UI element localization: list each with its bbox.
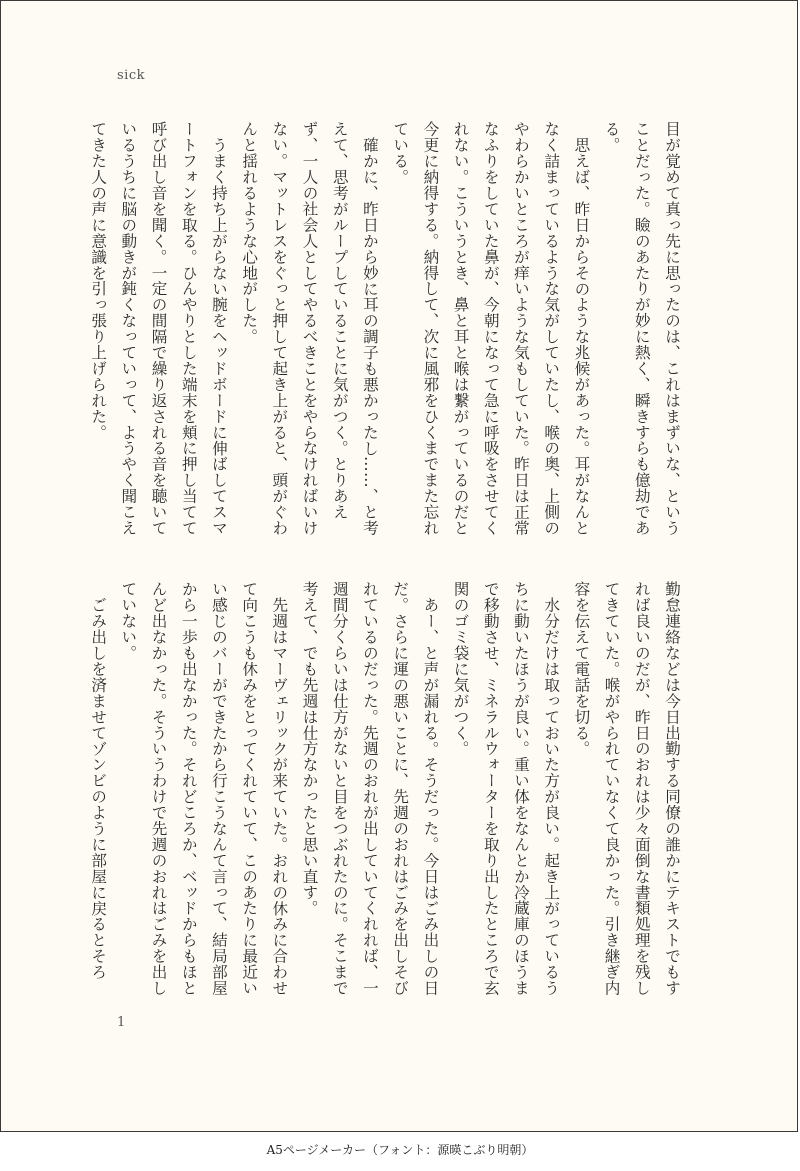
page-number: 1 (117, 1015, 126, 1030)
upper-text-block (83, 121, 687, 541)
paragraph: 水分だけは取っておいた方が良い。起き上がっているうちに動いたほうが良い。重い体をなんとか冷蔵庫のほうまで移動させ、ミネラルウォーターを取り出したところで玄関のゴミ袋に気がつく。 (451, 581, 561, 996)
paragraph: ごみ出しを済ませてゾンビのように部屋に戻るとそろ (89, 596, 108, 980)
running-title: sick (117, 68, 145, 83)
paragraph: 確かに、昨日から妙に耳の調子も悪かったし……、と考えて、思考がループしていることに気がつく。とりあえず、一人の社会人としてやるべきことをやらなければいけない。マットレスをぐっと押して起き上がると、頭がぐわんと揺れるような心地がした。 (240, 121, 379, 536)
paragraph: うまく持ち上がらない腕をヘッドボードに伸ばしてスマートフォンを取る。ひんやりとした端末を頬に押し当てて呼び出し音を聞く。一定の間隔で繰り返される音を聴いているうちに脳の動きが鈍くなっていって、ようやく聞こえてきた人の声に意識を引っ張り上げられた。 (89, 121, 228, 536)
lower-text-block (83, 581, 687, 1001)
paragraph: 先週はマーヴェリックが来ていた。おれの休みに合わせて向こうも休みをとってくれていて、このあたりに最近いい感じのバーができたから行こうなんて言って、結局部屋から一歩も出なかった。それどころか、ベッドからもほとんど出なかった。そういうわけで先週のおれはごみを出していない。 (119, 581, 289, 996)
paragraph: 勤怠連絡などは今日出勤する同僚の誰かにテキストでもすれば良いのだが、昨日のおれは少々面倒な書類処理を残してきていた。喉がやられていなくて良かった。引き継ぎ内容を伝えて電話を切る。 (572, 581, 681, 996)
paragraph: 目が覚めて真っ先に思ったのは、これはまずいな、ということだった。瞼のあたりが妙に熱く、瞬きすらも億劫である。 (602, 121, 681, 536)
paragraph: あー、と声が漏れる。そうだった。今日はごみ出しの日だ。さらに運の悪いことに、先週のおれはごみを出しそびれているのだった。先週のおれが出していてくれれば、一週間分くらいは仕方がないと目をつぶれたのに。そこまで考えて、でも先週は仕方なかったと思い直す。 (300, 581, 440, 996)
paragraph: 思えば、昨日からそのような兆候があった。耳がなんとなく詰まっているような気がしていたし、喉の奥、上側のやわらかいところが痒いような気もしていた。昨日は正常なふりをしていた鼻が、今朝になって急に呼吸をさせてくれない。こういうとき、鼻と耳と喉は繋がっているのだと今更に納得する。納得して、次に風邪をひくまでまた忘れている。 (391, 121, 591, 536)
footer-caption: A5ページメーカー（フォント：源暎こぶり明朝） (266, 1143, 534, 1157)
